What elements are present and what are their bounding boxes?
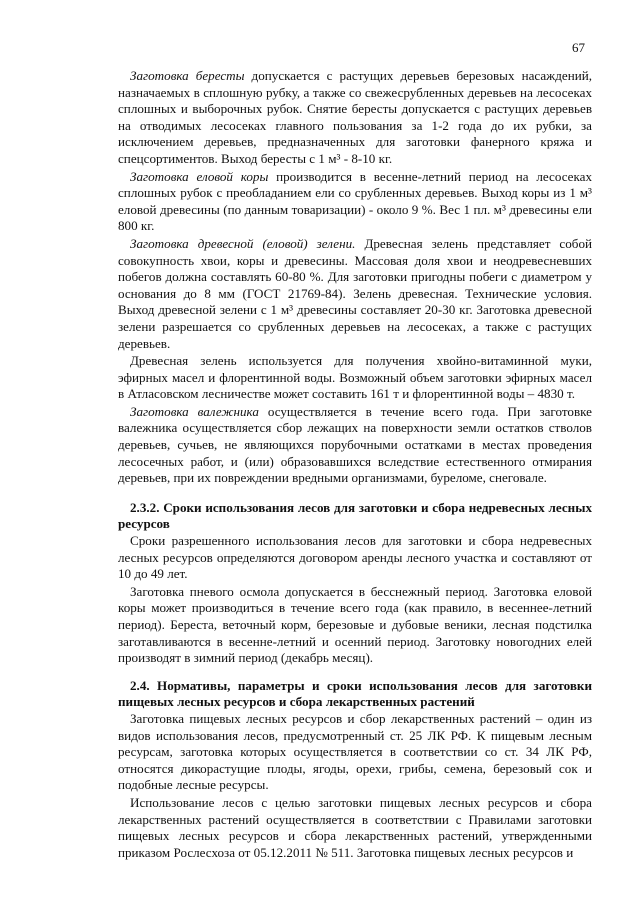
paragraph-lead: Заготовка еловой коры xyxy=(130,168,269,184)
paragraph-lead: Заготовка бересты xyxy=(130,68,245,83)
paragraph-greenery xyxy=(118,236,592,352)
paragraph-text: допускается с растущих деревьев березовых насаждений, назначаемых в сплошную рубку, а также со свежесрубленных деревьев на лесосеках сплошных и выборочных рубок. Снятие бересты допускается с растущих деревьев на отводимых лесосеках главного пользования за 1-2 года до их рубки, за исключением деревьев, предназначенных для заготовки фанерного кряжа и спецсортиментов. Выход бересты с 1 м³ - 8-10 кг. xyxy=(118,68,592,166)
paragraph-birch-bark xyxy=(118,68,592,168)
page-body xyxy=(118,68,592,861)
section-heading-2-4: 2.4. Нормативы, параметры и сроки использования лесов для заготовки пищевых лесных ресурсов и сбора лекарственных растений xyxy=(118,677,592,710)
paragraph-rules: Использование лесов с целью заготовки пищевых лесных ресурсов и сбора лекарственных растений осуществляется в соответствии с Правилами заготовки пищевых лесных ресурсов и сбора лекарственных растений, утвержденными приказом Рослесхоза от 05.12.2011 № 511. Заготовка пищевых лесных ресурсов и xyxy=(118,794,592,860)
paragraph-lead: Заготовка валежника xyxy=(130,403,259,419)
section-heading-2-3-2: 2.3.2. Сроки использования лесов для заготовки и сбора недревесных лесных ресурсов xyxy=(118,499,592,532)
paragraph-text: производится в весенне-летний период на лесосеках сплошных рубок с преобладанием ели со срубленных деревьев. Выход коры из 1 м³ еловой древесины (по данным товаризации) - около 9 %. Вес 1 пл. м³ древесины ели 800 кг. xyxy=(118,168,593,234)
paragraph-spruce-bark xyxy=(118,169,592,235)
paragraph-deadwood xyxy=(118,404,592,487)
paragraph-greenery-use xyxy=(118,353,592,403)
page-number: 67 xyxy=(572,40,585,55)
paragraph-text: осуществляется в течение всего года. При заготовке валежника осуществляется сбор лежащих на поверхности земли остатков стволов деревьев, сучьев, не являющихся порубочными остатками в местах проведения лесосечных работ, и (или) образовавшихся вследствие естественного отмирания деревьев, при их повреждении вредными организмами, буреломе, снеговале. xyxy=(118,403,592,486)
paragraph-seasons: Заготовка пневого осмола допускается в бесснежный период. Заготовка еловой коры может производиться в течение всего года (как правило, в весеннее-летний период). Береста, веточный корм, березовые и дубовые веники, лесная подстилка заготавливаются в весенне-летний и осенний период. Заготовку новогодних елей производят в зимний период (декабрь месяц). xyxy=(118,583,592,666)
paragraph-text: Древесная зелень используется для получения хвойно-витаминной муки, эфирных масел и флорентинной воды. Возможный объем заготовки эфирных масел в Атласовском лесничестве может составить 161 т и флорентинной воды – 4830 т. xyxy=(118,353,592,402)
paragraph-lead: Заготовка древесной (еловой) зелени. xyxy=(130,235,356,251)
paragraph-food-resources: Заготовка пищевых лесных ресурсов и сбор лекарственных растений – один из видов использования лесов, предусмотренный ст. 25 ЛК РФ. К пищевым лесным ресурсам, заготовка которых осуществляется в соответствии со ст. 34 ЛК РФ, относятся дикорастущие плоды, ягоды, орехи, грибы, семена, березовый сок и подобные лесные ресурсы. xyxy=(118,710,592,793)
paragraph-terms: Сроки разрешенного использования лесов для заготовки и сбора недревесных лесных ресурсов определяются договором аренды лесного участка и составляют от 10 до 49 лет. xyxy=(118,533,592,582)
paragraph-text: Древесная зелень представляет собой совокупность хвои, коры и древесины. Массовая доля хвои и неодревесневших побегов должна составлять 60-80 %. Для заготовки пригодны побеги с диаметром у основания до 8 мм (ГОСТ 21769-84). Зелень древесная. Технические условия. Выход древесной зелени с 1 м³ древесины составляет 20-30 кг. Заготовка древесной зелени разрешается со срубленных деревьев на лесосеках, а также с растущих деревьев. xyxy=(118,235,592,351)
